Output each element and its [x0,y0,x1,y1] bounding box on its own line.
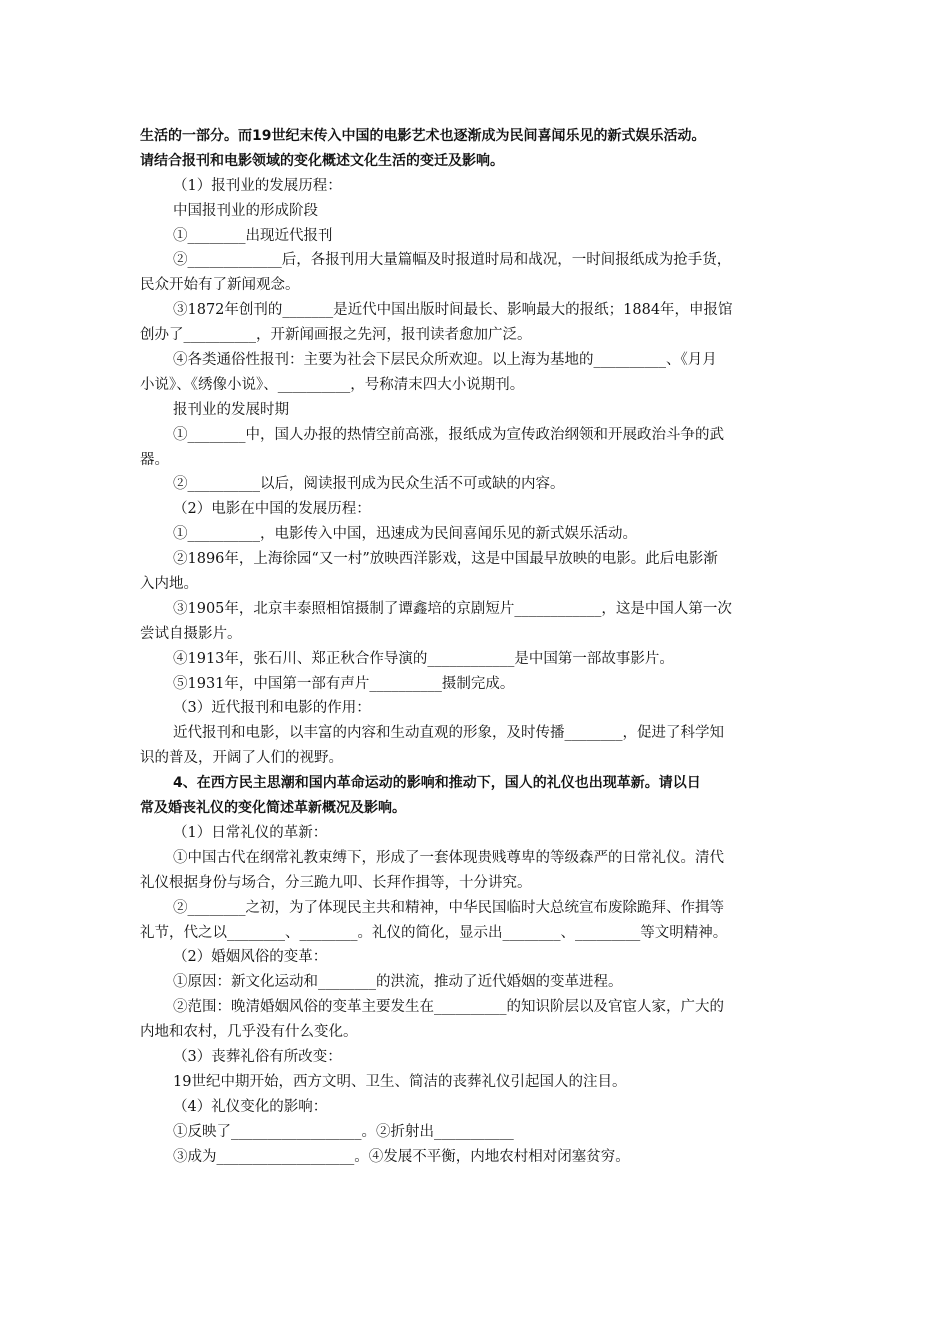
text-line: ④1913年，张石川、郑正秋合作导演的____________是中国第一部故事影片。 [173,650,674,667]
text-line: ②1896年，上海徐园“又一村”放映西洋影戏，这是中国最早放映的电影。此后电影渐 [173,551,718,568]
text-line: 礼节，代之以________、________。礼仪的简化，显示出________、_________等文明精神。 [140,924,728,941]
text-line: （3）丧葬礼俗有所改变： [173,1048,342,1065]
text-line: （2）电影在中国的发展历程： [173,501,371,518]
text-line: ③1905年，北京丰泰照相馆摄制了谭鑫培的京剧短片____________，这是中国人第一次 [173,600,732,617]
text-line: ①________出现近代报刊 [173,227,333,244]
text-line: （1）报刊业的发展历程： [173,177,342,194]
text-line: （1）日常礼仪的革新： [173,824,328,841]
question-text-line: 生活的一部分。而19世纪末传入中国的电影艺术也逐渐成为民间喜闻乐见的新式娱乐活动。 [140,128,706,144]
text-line: 中国报刊业的形成阶段 [173,202,318,219]
text-line: （2）婚姻风俗的变革： [173,949,328,966]
text-line: 器。 [140,451,169,468]
text-line: ②________之初，为了体现民主共和精神，中华民国临时大总统宣布废除跪拜、作揖等 [173,899,724,916]
text-line: ③成为___________________。④发展不平衡，内地农村相对闭塞贫穷。 [173,1148,630,1165]
text-line: ②范围：晚清婚姻风俗的变革主要发生在__________的知识阶层以及官宦人家，广大的 [173,999,724,1016]
question-text-line: 常及婚丧礼仪的变化简述革新概况及影响。 [140,800,406,817]
text-line: 创办了__________，开新闻画报之先河，报刊读者愈加广泛。 [140,327,532,344]
text-line: ①原因：新文化运动和________的洪流，推动了近代婚姻的变革进程。 [173,974,623,991]
document-body [140,124,820,1169]
text-line: 尝试自摄影片。 [140,625,242,642]
text-line: （4）礼仪变化的影响： [173,1098,328,1115]
text-line: ①________中，国人办报的热情空前高涨，报纸成为宣传政治纲领和开展政治斗争的武 [173,426,724,443]
text-line: ①__________，电影传入中国，迅速成为民间喜闻乐见的新式娱乐活动。 [173,526,637,543]
text-line: ②_____________后，各报刊用大量篇幅及时报道时局和战况，一时间报纸成为抢手货， [173,252,732,269]
text-line: 报刊业的发展时期 [173,401,289,418]
text-line: 小说》、《绣像小说》、__________，号称清末四大小说期刊。 [140,376,525,393]
text-line: ①中国古代在纲常礼教束缚下，形成了一套体现贵贱尊卑的等级森严的日常礼仪。清代 [173,849,724,866]
text-line: ②__________以后，阅读报刊成为民众生活不可或缺的内容。 [173,476,565,493]
text-line: 识的普及，开阔了人们的视野。 [140,750,343,767]
text-line: （3）近代报刊和电影的作用： [173,700,371,717]
text-line: 近代报刊和电影，以丰富的内容和生动直观的形象，及时传播________，促进了科学知 [173,725,724,742]
text-line: 内地和农村，几乎没有什么变化。 [140,1024,358,1041]
text-line: 19世纪中期开始，西方文明、卫生、简洁的丧葬礼仪引起国人的注目。 [173,1073,627,1090]
text-line: 礼仪根据身份与场合，分三跪九叩、长拜作揖等，十分讲究。 [140,874,532,891]
text-line: ①反映了__________________。②折射出___________ [173,1123,514,1140]
text-line: ④各类通俗性报刊：主要为社会下层民众所欢迎。以上海为基地的__________、《月月 [173,352,717,369]
question-text-line: 请结合报刊和电影领域的变化概述文化生活的变迁及影响。 [140,152,504,169]
text-line: ⑤1931年，中国第一部有声片__________摄制完成。 [173,675,515,692]
text-line: 入内地。 [140,576,198,593]
text-line: 民众开始有了新闻观念。 [140,277,300,294]
question-text-line: 4、在西方民主思潮和国内革命运动的影响和推动下，国人的礼仪也出现革新。请以日 [173,775,701,792]
text-line: ③1872年创刊的_______是近代中国出版时间最长、影响最大的报纸；1884年，申报馆 [173,302,733,319]
